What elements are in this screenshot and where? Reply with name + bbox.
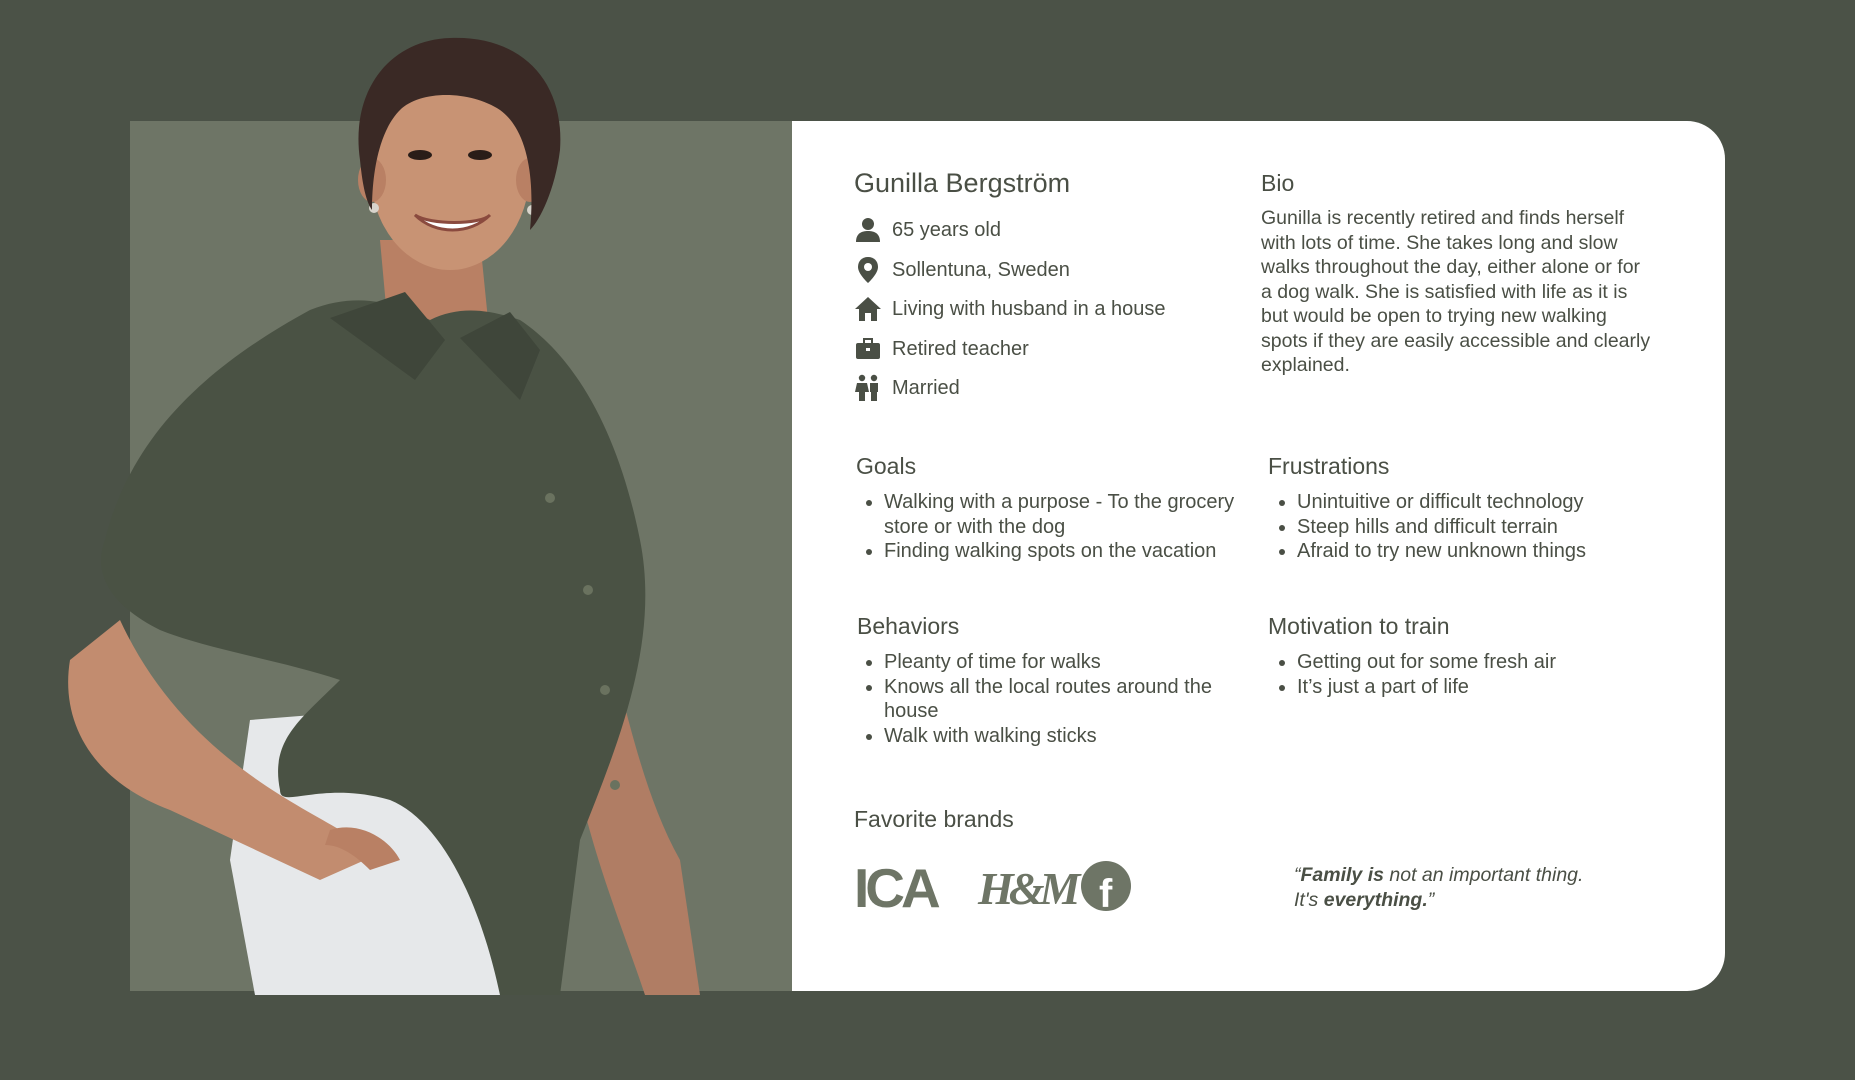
behaviors-heading: Behaviors	[857, 613, 960, 639]
quote-text-1: not an important thing.	[1383, 864, 1584, 886]
quote-mark-close: ”	[1427, 888, 1435, 911]
info-label: Married	[892, 376, 960, 399]
info-label: Retired teacher	[892, 337, 1029, 360]
ica-logo-text: ICA	[854, 857, 937, 919]
quote-bold-1: Family is	[1300, 864, 1384, 886]
list-item: • Steep hills and difficult terrain	[1297, 515, 1677, 540]
info-job	[854, 333, 1029, 365]
quote-mark-open: “	[1294, 864, 1301, 886]
ica-logo	[854, 857, 950, 919]
info-label: Living with husband in a house	[892, 297, 1166, 320]
facebook-letter: f	[1099, 872, 1113, 916]
list-item: • Getting out for some fresh air	[1297, 650, 1677, 675]
behaviors-list	[854, 650, 1254, 748]
list-item: • Finding walking spots on the vacation	[884, 539, 1244, 564]
bio-heading: Bio	[1261, 170, 1295, 196]
list-item: • Afraid to try new unknown things	[1297, 539, 1677, 564]
motivation-list	[1267, 650, 1677, 699]
eye-shape	[468, 150, 492, 160]
quote-text-2: It's	[1294, 888, 1324, 911]
info-label: 65 years old	[892, 218, 1001, 241]
list-item: • Pleanty of time for walks	[884, 650, 1254, 675]
briefcase-icon	[854, 335, 882, 363]
quote-bold-2: everything.	[1323, 888, 1428, 911]
person-icon	[854, 216, 882, 244]
persona-name: Gunilla Bergström	[854, 168, 1071, 198]
motivation-heading: Motivation to train	[1268, 613, 1450, 639]
list-item: • Knows all the local routes around the house	[884, 675, 1254, 724]
goals-heading: Goals	[856, 453, 917, 479]
persona-portrait	[60, 20, 760, 1020]
home-icon	[854, 295, 882, 323]
eye-shape	[408, 150, 432, 160]
brands-heading: Favorite brands	[854, 806, 1014, 832]
hm-logo	[976, 860, 1076, 914]
shirt-button	[610, 780, 620, 790]
list-item: • Walk with walking sticks	[884, 724, 1254, 749]
info-location	[854, 254, 1070, 286]
shirt-button	[545, 493, 555, 503]
goals-list	[854, 490, 1244, 564]
brand-logos	[854, 857, 1132, 919]
persona-quote	[1294, 863, 1654, 912]
info-label: Sollentuna, Sweden	[892, 258, 1070, 281]
location-pin-icon	[854, 256, 882, 284]
list-item: • Unintuitive or difficult technology	[1297, 490, 1677, 515]
list-item: • Walking with a purpose - To the grocery store or with the dog	[884, 490, 1244, 539]
facebook-icon	[1080, 860, 1132, 916]
list-item: • It’s just a part of life	[1297, 675, 1677, 700]
info-home	[854, 293, 1166, 325]
frustrations-heading: Frustrations	[1268, 453, 1390, 479]
shirt-button	[600, 685, 610, 695]
frustrations-list	[1267, 490, 1677, 564]
info-marital	[854, 372, 960, 404]
bio-text: Gunilla is recently retired and finds herself with lots of time. She takes long and slow walks throughout the day, either alone or for a dog walk. She is satisfied with life as it is but would be open to trying new walking spots if they are easily accessible and clearly explained.	[1261, 207, 1651, 376]
info-age	[854, 214, 1001, 246]
shirt-button	[583, 585, 593, 595]
hm-logo-text: H&M	[978, 863, 1076, 914]
couple-icon	[854, 374, 882, 402]
